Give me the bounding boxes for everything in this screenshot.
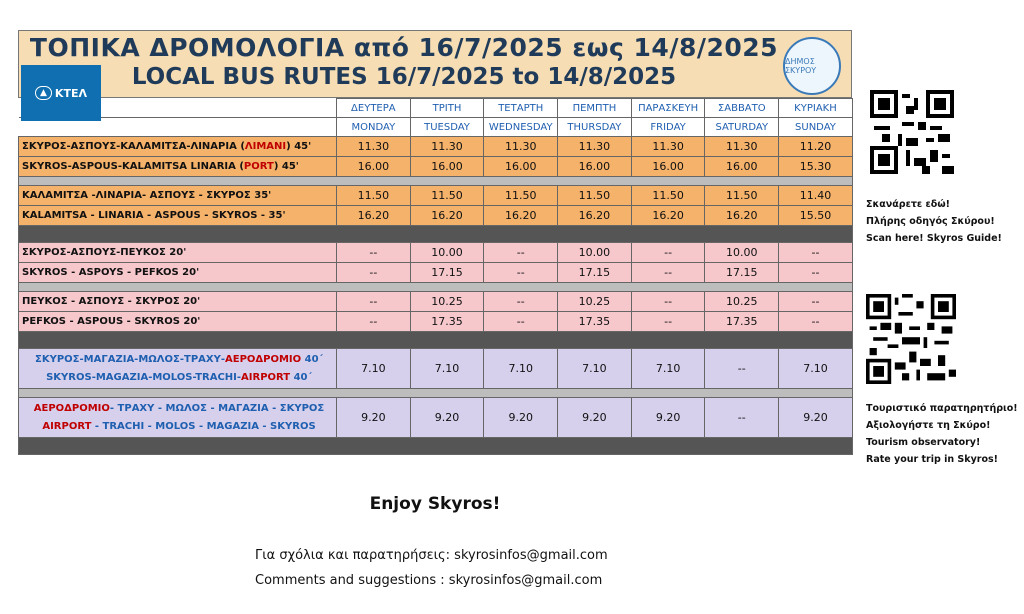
time-cell: 11.50	[484, 186, 558, 206]
route-label: SKYROS-ASPOUS-KALAMITSA LINARIA (PORT) 45'	[19, 157, 337, 177]
time-cell: --	[484, 292, 558, 312]
time-cell: 16.20	[631, 206, 705, 226]
table-row	[19, 263, 853, 283]
time-cell: 11.50	[558, 186, 632, 206]
day-header: ΚΥΡΙΑΚΗ	[779, 99, 853, 118]
time-cell: 10.25	[558, 292, 632, 312]
time-cell: 16.20	[484, 206, 558, 226]
time-cell: --	[484, 263, 558, 283]
time-cell: --	[779, 243, 853, 263]
route-label: ΑΕΡΟΔΡΟΜΙΟ- ΤΡΑΧΥ - ΜΩΛΟΣ - ΜΑΓΑΖΙΑ - ΣΚΥΡΟΣ AIRPORT - TRACHI - MOLOS - MAGAZIA - SKYROS	[19, 398, 337, 438]
day-header: ΠΑΡΑΣΚΕΥΗ	[631, 99, 705, 118]
time-cell: 9.20	[779, 398, 853, 438]
time-cell: 11.50	[410, 186, 484, 206]
time-cell: --	[779, 292, 853, 312]
route-label: PEFKOS - ASPOUS - SKYROS 20'	[19, 312, 337, 332]
time-cell: --	[779, 263, 853, 283]
day-header: ΔΕΥΤΕΡΑ	[337, 99, 411, 118]
time-cell: --	[631, 292, 705, 312]
time-cell: 11.40	[779, 186, 853, 206]
time-cell: 17.15	[558, 263, 632, 283]
table-row	[19, 243, 853, 263]
table-row	[19, 292, 853, 312]
separator-row	[19, 226, 853, 243]
time-cell: 16.20	[337, 206, 411, 226]
ktel-logo: ▲ ΚΤΕΛ	[21, 65, 101, 121]
route-label: ΣΚΥΡΟΣ-ΜΑΓΑΖΙΑ-ΜΩΛΟΣ-ΤΡΑΧΥ-ΑΕΡΟΔΡΟΜΙΟ 40΄ SKYROS-MAGAZIA-MOLOS-TRACHI-AIRPORT 40΄	[19, 349, 337, 389]
time-cell: 16.20	[705, 206, 779, 226]
time-cell: --	[484, 243, 558, 263]
municipality-seal-logo: ΔΗΜΟΣ ΣΚΥΡΟΥ	[783, 37, 841, 95]
time-cell: 9.20	[337, 398, 411, 438]
table-row	[19, 157, 853, 177]
time-cell: 16.00	[484, 157, 558, 177]
time-cell: 7.10	[410, 349, 484, 389]
time-cell: 11.30	[558, 137, 632, 157]
table-row	[19, 137, 853, 157]
table-row	[19, 398, 853, 438]
day-header: FRIDAY	[631, 118, 705, 137]
day-header: ΣΑΒΒΑΤΟ	[705, 99, 779, 118]
enjoy-heading: Enjoy Skyros!	[369, 494, 501, 514]
time-cell: 7.10	[779, 349, 853, 389]
day-header: WEDNESDAY	[484, 118, 558, 137]
time-cell: 11.50	[337, 186, 411, 206]
time-cell: 17.15	[410, 263, 484, 283]
day-header: ΠΕΜΠΤΗ	[558, 99, 632, 118]
route-label: SKYROS - ASPOYS - PEFKOS 20'	[19, 263, 337, 283]
timetable-sheet	[18, 30, 852, 455]
time-cell: 11.30	[631, 137, 705, 157]
time-cell: 9.20	[484, 398, 558, 438]
day-header: ΤΡΙΤΗ	[410, 99, 484, 118]
time-cell: 10.25	[705, 292, 779, 312]
time-cell: --	[779, 312, 853, 332]
time-cell: 16.00	[337, 157, 411, 177]
time-cell: 7.10	[631, 349, 705, 389]
time-cell: 11.30	[410, 137, 484, 157]
time-cell: --	[631, 263, 705, 283]
separator-row	[19, 177, 853, 186]
separator-row	[19, 438, 853, 455]
time-cell: --	[337, 263, 411, 283]
time-cell: 17.35	[705, 312, 779, 332]
time-cell: --	[337, 243, 411, 263]
header-banner	[18, 30, 852, 98]
table-row	[19, 186, 853, 206]
separator-row	[19, 283, 853, 292]
time-cell: --	[631, 243, 705, 263]
time-cell: 17.35	[410, 312, 484, 332]
route-label: ΚΑΛΑΜΙΤΣΑ -ΛΙΝΑΡΙΑ- ΑΣΠΟΥΣ - ΣΚΥΡΟΣ 35'	[19, 186, 337, 206]
time-cell: 9.20	[410, 398, 484, 438]
time-cell: 16.00	[705, 157, 779, 177]
day-header: MONDAY	[337, 118, 411, 137]
table-row	[19, 206, 853, 226]
time-cell: 9.20	[631, 398, 705, 438]
day-header: SUNDAY	[779, 118, 853, 137]
route-label: ΣΚΥΡΟΣ-ΑΣΠΟΥΣ-ΚΑΛΑΜΙΤΣΑ-ΛΙΝΑΡΙΑ (ΛΙΜΑΝΙ) 45'	[19, 137, 337, 157]
time-cell: 10.00	[558, 243, 632, 263]
time-cell: 11.30	[705, 137, 779, 157]
time-cell: --	[705, 349, 779, 389]
time-cell: --	[337, 312, 411, 332]
time-cell: --	[705, 398, 779, 438]
time-cell: 11.50	[705, 186, 779, 206]
days-greek-row	[19, 99, 853, 118]
day-header: ΤΕΤΑΡΤΗ	[484, 99, 558, 118]
time-cell: 15.30	[779, 157, 853, 177]
time-cell: 7.10	[558, 349, 632, 389]
day-header: SATURDAY	[705, 118, 779, 137]
day-header: TUESDAY	[410, 118, 484, 137]
route-label: ΠΕΥΚΟΣ - ΑΣΠΟΥΣ - ΣΚΥΡΟΣ 20'	[19, 292, 337, 312]
time-cell: --	[484, 312, 558, 332]
bus-icon: ▲	[35, 86, 52, 100]
qr-rating-caption: Τουριστικό παρατηρητήριο! Αξιολογήστε τη Σκύρο! Tourism observatory! Rate your trip in Skyros!	[866, 403, 1018, 465]
time-cell: 9.20	[558, 398, 632, 438]
time-cell: 11.30	[337, 137, 411, 157]
day-header: THURSDAY	[558, 118, 632, 137]
time-cell: 10.00	[410, 243, 484, 263]
time-cell: 16.00	[631, 157, 705, 177]
route-label: ΣΚΥΡΟΣ-ΑΣΠΟΥΣ-ΠΕΥΚΟΣ 20'	[19, 243, 337, 263]
time-cell: 11.30	[484, 137, 558, 157]
qr-code-guide-icon[interactable]	[870, 90, 954, 174]
time-cell: 7.10	[484, 349, 558, 389]
time-cell: 15.50	[779, 206, 853, 226]
footer-greek: Για σχόλια και παρατηρήσεις: skyrosinfos@gmail.com	[255, 548, 608, 563]
time-cell: 17.35	[558, 312, 632, 332]
time-cell: 16.20	[558, 206, 632, 226]
qr-guide-caption: Σκανάρετε εδώ! Πλήρης οδηγός Σκύρου! Scan here! Skyros Guide!	[866, 199, 1002, 244]
timetable	[18, 98, 853, 455]
time-cell: 11.50	[631, 186, 705, 206]
time-cell: 16.20	[410, 206, 484, 226]
time-cell: 11.20	[779, 137, 853, 157]
time-cell: 10.00	[705, 243, 779, 263]
time-cell: 7.10	[337, 349, 411, 389]
footer-english: Comments and suggestions : skyrosinfos@gmail.com	[255, 573, 603, 588]
time-cell: 17.15	[705, 263, 779, 283]
table-row	[19, 312, 853, 332]
separator-row	[19, 332, 853, 349]
days-english-row	[19, 118, 853, 137]
route-label: KALAMITSA - LINARIA - ASPOUS - SKYROS - 35'	[19, 206, 337, 226]
title-greek: ΤΟΠΙΚΑ ΔΡΟΜΟΛΟΓΙΑ από 16/7/2025 εως 14/8/2025	[29, 33, 779, 62]
time-cell: --	[631, 312, 705, 332]
time-cell: 16.00	[410, 157, 484, 177]
qr-code-rating-icon[interactable]	[866, 294, 956, 384]
table-row	[19, 349, 853, 389]
time-cell: 16.00	[558, 157, 632, 177]
time-cell: 10.25	[410, 292, 484, 312]
separator-row	[19, 389, 853, 398]
title-english: LOCAL BUS RUTES 16/7/2025 to 14/8/2025	[131, 64, 677, 90]
time-cell: --	[337, 292, 411, 312]
